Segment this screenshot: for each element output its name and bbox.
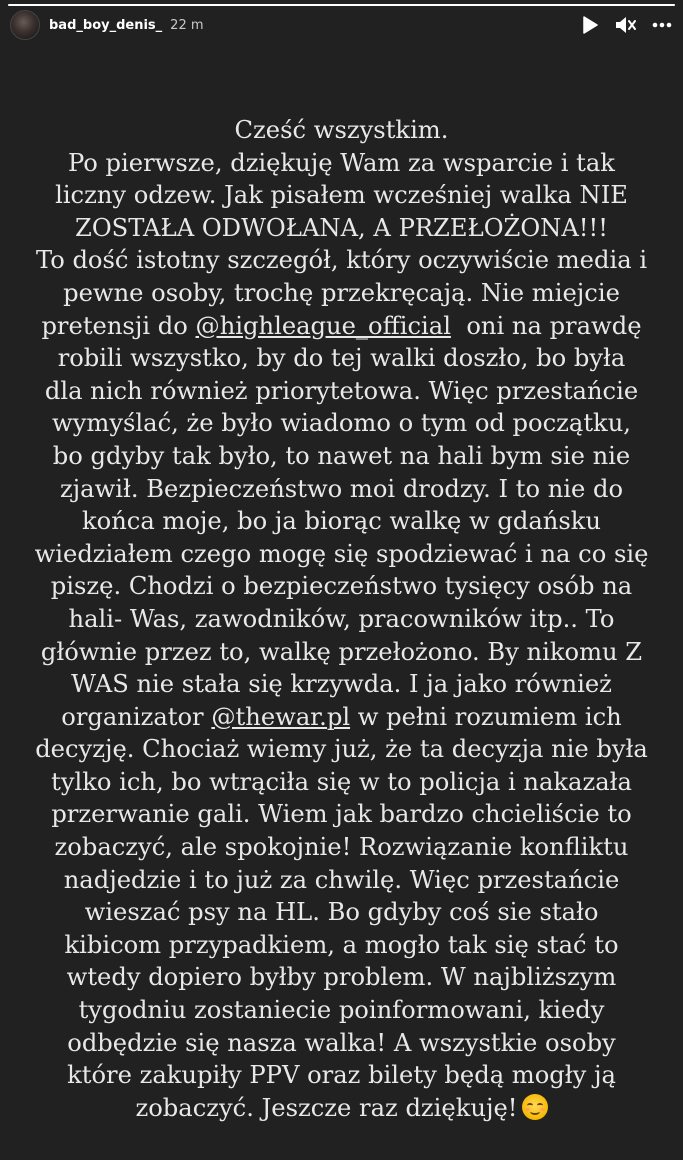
story-line: wiedziałem czego mogę się spodziewać i na co się bbox=[34, 539, 649, 568]
story-line-text: organizator bbox=[61, 702, 204, 731]
story-line: tygodniu zostaniecie poinformowani, kiedy bbox=[78, 996, 605, 1025]
story-line: przerwanie gali. Wiem jak bardzo chcieliście to bbox=[51, 800, 632, 829]
story-line bbox=[24, 310, 659, 343]
story-line-text: oni na prawdę bbox=[466, 311, 642, 340]
story-timestamp: 22 m bbox=[170, 17, 204, 33]
story-line: zobaczyć, ale spokojnie! Rozwiązanie konfliktu bbox=[54, 833, 629, 862]
story-line: Cześć wszystkim. bbox=[234, 116, 449, 144]
username[interactable]: bad_boy_denis_ bbox=[49, 17, 163, 33]
story-line: decyzję. Chociaż wiemy już, że ta decyzja nie była bbox=[35, 735, 648, 764]
story-line: ZOSTAŁA ODWOŁANA, A PRZEŁOŻONA!!! bbox=[75, 213, 608, 242]
story-line: kibicom przypadkiem, a mogło tak się stać to bbox=[64, 930, 619, 959]
story-line: końca moje, bo ja biorąc walkę w gdańsku bbox=[81, 507, 601, 536]
story-line-text: pretensji do bbox=[41, 311, 188, 340]
story-header bbox=[0, 8, 683, 42]
story-text bbox=[24, 114, 659, 1124]
smiling-face-emoji bbox=[522, 1094, 548, 1120]
story-line-text: w pełni rozumiem ich bbox=[357, 702, 622, 731]
story-line: bo gdyby tak było, to nawet na hali bym sie nie bbox=[52, 441, 631, 470]
story-controls bbox=[579, 14, 673, 36]
story-line: WAS nie stała się krzywda. I ja jako również bbox=[71, 670, 612, 699]
story-line: tylko ich, bo wtrąciła się w to policja i nakazała bbox=[51, 767, 632, 796]
story-line: odbędzie się nasza walka! A wszystkie osoby bbox=[67, 1028, 616, 1057]
story-line bbox=[24, 701, 659, 734]
story-line: liczny odzew. Jak pisałem wcześniej walka NIE bbox=[55, 181, 628, 210]
story-line: które zakupiły PPV oraz bilety będą mogły ją bbox=[67, 1061, 616, 1090]
story-line: zjawił. Bezpieczeństwo moi drodzy. I to nie do bbox=[59, 474, 624, 503]
story-line: nadjedzie i to już za chwilę. Więc przestańcie bbox=[63, 865, 620, 894]
story-line: głównie przez to, walkę przełożono. By nikomu Z bbox=[40, 637, 643, 666]
more-icon[interactable] bbox=[651, 14, 673, 36]
story-line: wtedy dopiero byłby problem. W najbliższym bbox=[66, 963, 617, 992]
play-icon[interactable] bbox=[579, 14, 601, 36]
story-line bbox=[24, 1092, 659, 1125]
story-line: wymyślać, że było wiadomo o tym od początku, bbox=[52, 409, 631, 438]
mention-highleague[interactable]: @highleague_official bbox=[195, 311, 451, 340]
story-line: wieszać psy na HL. Bo gdyby coś sie stało bbox=[84, 898, 599, 927]
story-line-text: zobaczyć. Jeszcze raz dziękuję! bbox=[135, 1093, 518, 1122]
story-line: robili wszystko, by do tej walki doszło, bo była bbox=[57, 344, 626, 373]
story-line: Po pierwsze, dziękuję Wam za wsparcie i tak bbox=[68, 148, 615, 177]
story-line: To dość istotny szczegół, który oczywiście media i bbox=[35, 246, 648, 275]
story-progress-bar bbox=[8, 4, 675, 6]
story-line: piszę. Chodzi o bezpieczeństwo tysięcy osób na bbox=[50, 572, 633, 601]
story-line: hali- Was, zawodników, pracowników itp.. To bbox=[68, 604, 615, 633]
profile-avatar[interactable] bbox=[10, 10, 40, 40]
story-line: pewne osoby, trochę przekręcają. Nie miejcie bbox=[63, 278, 620, 307]
mute-icon[interactable] bbox=[615, 14, 637, 36]
story-progress-fill bbox=[8, 4, 675, 6]
mention-thewar[interactable]: @thewar.pl bbox=[211, 702, 351, 731]
story-line: dla nich również priorytetowa. Więc przestańcie bbox=[44, 376, 639, 405]
